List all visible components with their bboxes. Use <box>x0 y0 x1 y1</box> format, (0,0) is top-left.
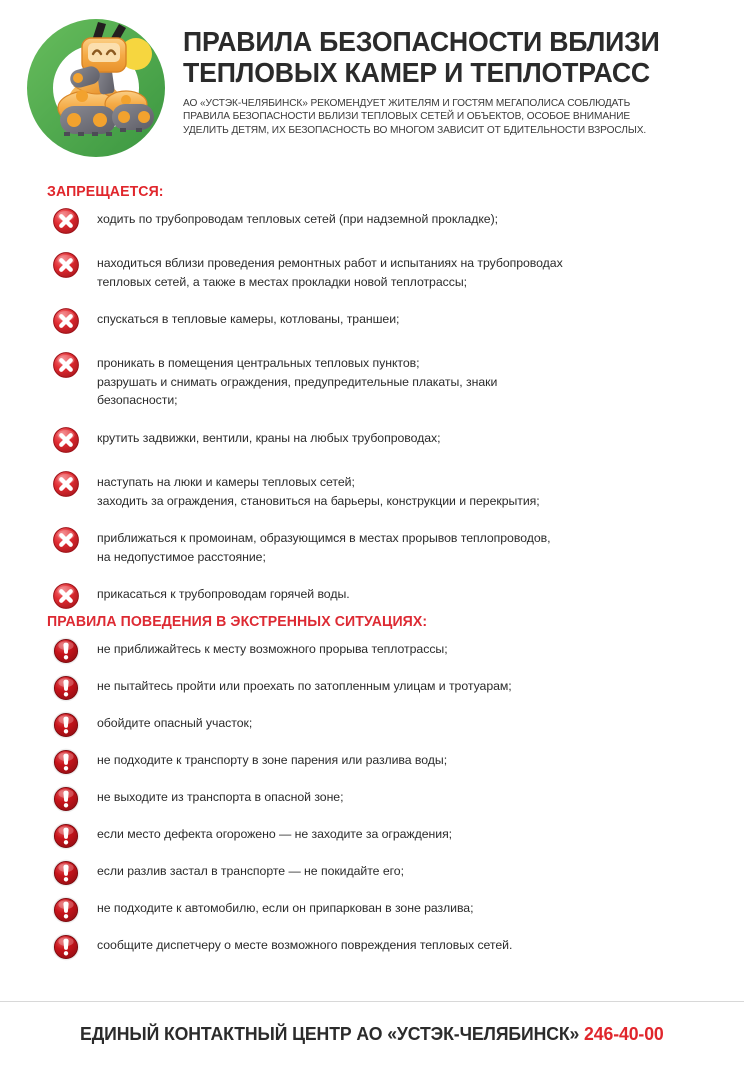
list-item <box>0 351 744 410</box>
header-subtitle-line-1: АО «УСТЭК-ЧЕЛЯБИНСК» РЕКОМЕНДУЕТ ЖИТЕЛЯМ И ГОСТЯМ МЕГАПОЛИСА СОБЛЮДАТЬ <box>183 98 631 109</box>
emergency-list <box>0 637 744 961</box>
list-item-text: приближаться к промоинам, образующимся в местах прорывов теплопроводов, на недопустимое расстояние; <box>97 531 551 564</box>
contact-center-line <box>80 1024 664 1045</box>
list-item-text: крутить задвижки, вентили, краны на любых трубопроводах; <box>97 430 441 445</box>
list-item <box>0 637 744 665</box>
header-subtitle-line-3: УДЕЛИТЬ ДЕТЯМ, ИХ БЕЗОПАСНОСТЬ ВО МНОГОМ ЗАВИСИТ ОТ БДИТЕЛЬНОСТИ ВЗРОСЛЫХ. <box>183 124 647 136</box>
red-cross-circle-icon <box>52 307 80 335</box>
header-text-block <box>183 26 723 137</box>
red-exclamation-circle-icon <box>52 859 80 887</box>
red-cross-circle-icon <box>52 582 80 610</box>
red-cross-circle-icon <box>52 351 80 379</box>
list-item <box>0 859 744 887</box>
red-exclamation-circle-icon <box>52 785 80 813</box>
emergency-heading: ПРАВИЛА ПОВЕДЕНИЯ В ЭКСТРЕННЫХ СИТУАЦИЯХ: <box>47 614 428 630</box>
list-item-text: не выходите из транспорта в опасной зоне; <box>97 790 344 804</box>
contact-center-phone[interactable]: 246-40-00 <box>584 1024 664 1044</box>
list-item-text: прикасаться к трубопроводам горячей воды. <box>97 587 350 602</box>
list-item <box>0 526 744 566</box>
red-exclamation-circle-icon <box>52 711 80 739</box>
list-item-text: не подходите к автомобилю, если он припаркован в зоне разлива; <box>97 901 474 915</box>
footer-divider <box>0 1001 744 1002</box>
contact-center-label: ЕДИНЫЙ КОНТАКТНЫЙ ЦЕНТР АО «УСТЭК-ЧЕЛЯБИНСК» <box>80 1024 585 1044</box>
prohibited-section <box>0 184 744 610</box>
list-item <box>0 207 744 235</box>
red-exclamation-circle-icon <box>52 822 80 850</box>
list-item-text: обойдите опасный участок; <box>97 716 253 730</box>
list-item-text: наступать на люки и камеры тепловых сетей; заходить за ограждения, становиться на барьеры, конструкции и перекрытия; <box>97 474 540 508</box>
list-item <box>0 426 744 454</box>
red-exclamation-circle-icon <box>52 674 80 702</box>
list-item-text: сообщите диспетчеру о месте возможного повреждения тепловых сетей. <box>97 938 513 952</box>
red-exclamation-circle-icon <box>52 637 80 665</box>
list-item-text: не пытайтесь пройти или проехать по затопленным улицам и тротуарам; <box>97 679 512 693</box>
list-item-text: проникать в помещения центральных тепловых пунктов; разрушать и снимать ограждения, предупредительные плакаты, знаки безопасности; <box>97 356 498 408</box>
poster-header <box>0 0 744 172</box>
red-exclamation-circle-icon <box>52 933 80 961</box>
page-title-line-1: ПРАВИЛА БЕЗОПАСНОСТИ ВБЛИЗИ <box>183 26 660 57</box>
list-item-text: не приближайтесь к месту возможного прорыва теплотрассы; <box>97 642 448 656</box>
red-cross-circle-icon <box>52 526 80 554</box>
list-item <box>0 785 744 813</box>
list-item <box>0 896 744 924</box>
list-item <box>0 251 744 291</box>
list-item <box>0 933 744 961</box>
red-cross-circle-icon <box>52 470 80 498</box>
list-item <box>0 307 744 335</box>
list-item-text: не подходите к транспорту в зоне парения или разлива воды; <box>97 753 448 767</box>
emergency-section <box>0 614 744 961</box>
prohibited-heading: ЗАПРЕЩАЕТСЯ: <box>47 184 164 200</box>
list-item-text: находиться вблизи проведения ремонтных работ и испытаниях на трубопроводах тепловых сетей, а также в местах прокладки новой теплотрассы; <box>97 256 563 289</box>
list-item <box>0 711 744 739</box>
list-item-text: спускаться в тепловые камеры, котлованы, траншеи; <box>97 312 400 327</box>
list-item-text: ходить по трубопроводам тепловых сетей (при надземной прокладке); <box>97 212 499 226</box>
red-cross-circle-icon <box>52 426 80 454</box>
list-item <box>0 748 744 776</box>
red-exclamation-circle-icon <box>52 896 80 924</box>
red-cross-circle-icon <box>52 251 80 279</box>
header-subtitle <box>183 97 715 137</box>
footer <box>0 1024 744 1045</box>
prohibited-list <box>0 207 744 610</box>
list-item <box>0 674 744 702</box>
red-exclamation-circle-icon <box>52 748 80 776</box>
list-item <box>0 582 744 610</box>
list-item-text: если разлив застал в транспорте — не покидайте его; <box>97 864 404 878</box>
page-title-line-2: ТЕПЛОВЫХ КАМЕР И ТЕПЛОТРАСС <box>183 57 651 88</box>
list-item <box>0 822 744 850</box>
red-cross-circle-icon <box>52 207 80 235</box>
list-item <box>0 470 744 510</box>
header-subtitle-line-2: ПРАВИЛА БЕЗОПАСНОСТИ ВБЛИЗИ ТЕПЛОВЫХ СЕТЕЙ И ОБЪЕКТОВ, ОСОБОЕ ВНИМАНИЕ <box>183 111 631 123</box>
ustek-mascot-logo-icon <box>26 12 178 164</box>
list-item-text: если место дефекта огорожено — не заходите за ограждения; <box>97 827 453 841</box>
